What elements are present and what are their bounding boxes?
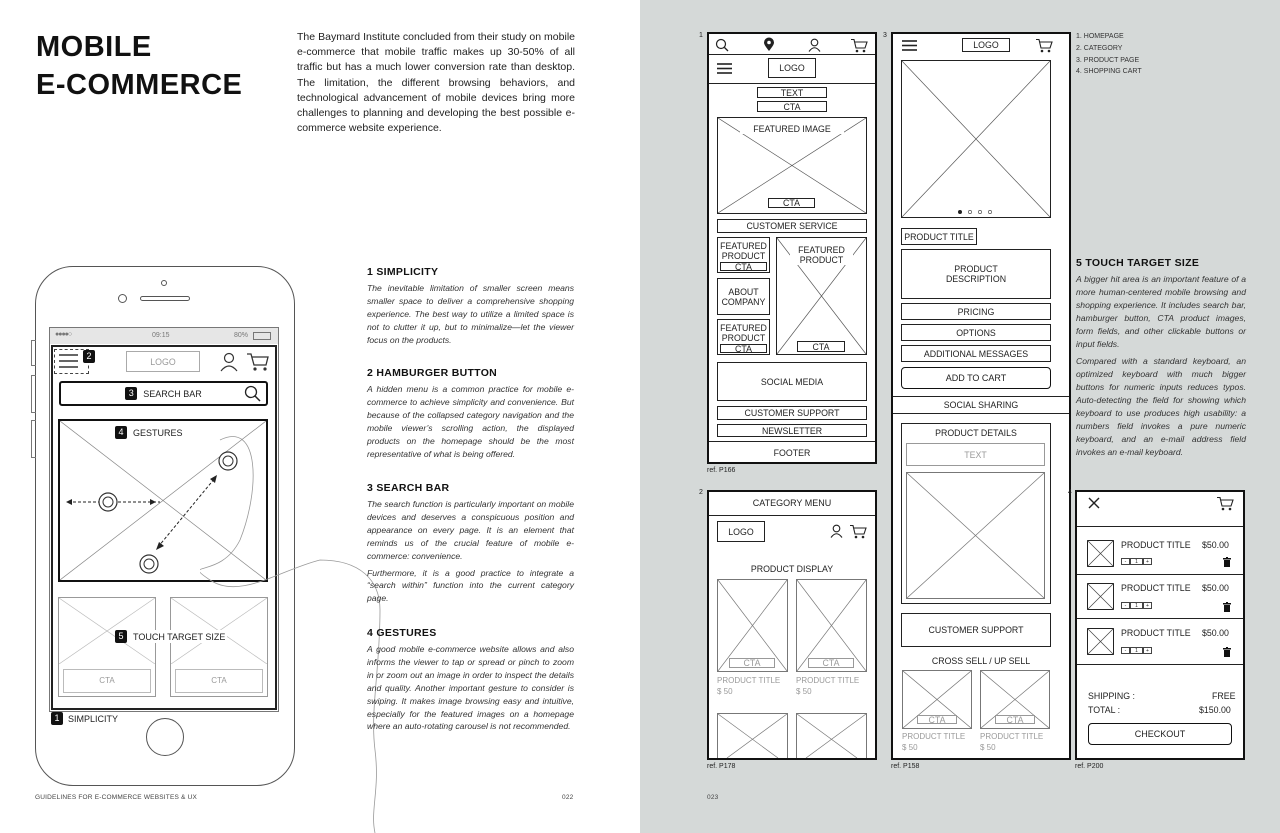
section-search-bar: [367, 482, 574, 605]
quantity-decrease[interactable]: -: [1121, 558, 1130, 565]
account-icon[interactable]: [808, 38, 821, 52]
pricing-box: PRICING: [901, 303, 1051, 320]
quantity-stepper[interactable]: [1121, 558, 1152, 565]
product-title: PRODUCT TITLE: [902, 732, 966, 741]
cart-item-thumbnail[interactable]: [1087, 583, 1114, 610]
shipping-label: SHIPPING :: [1088, 691, 1135, 701]
gestures-number-badge: 4: [115, 426, 127, 439]
trash-icon[interactable]: [1223, 557, 1231, 567]
product-title-box: PRODUCT TITLE: [901, 228, 977, 245]
product-title: PRODUCT TITLE: [717, 676, 781, 685]
phone-sensor: [118, 294, 127, 303]
quantity-increase[interactable]: +: [1143, 602, 1152, 609]
wireframe-number: 1: [699, 32, 703, 39]
wireframe-legend: [1076, 31, 1142, 78]
page-reference: ref. P166: [707, 467, 736, 474]
phone-camera: [161, 280, 167, 286]
section-body: A bigger hit area is an important feature of a more human-centered mobile browsing and shopping experience. It includes search bar, hamburger button, CTA product images, form fields, and other clickable buttons or input fields.: [1076, 274, 1246, 349]
featured-product-cta[interactable]: CTA: [720, 262, 767, 271]
featured-product-large-cta[interactable]: CTA: [797, 341, 845, 352]
cart-icon[interactable]: [1035, 38, 1053, 53]
search-number-badge: 3: [125, 387, 137, 400]
logo-placeholder: LOGO: [962, 38, 1010, 52]
customer-service-button[interactable]: CUSTOMER SERVICE: [717, 219, 867, 233]
product-title: PRODUCT TITLE: [980, 732, 1044, 741]
gestures-label: [115, 426, 183, 439]
page-reference: ref. P178: [707, 763, 736, 770]
social-sharing-label[interactable]: SOCIAL SHARING: [943, 400, 1019, 410]
cart-item-title: PRODUCT TITLE: [1121, 583, 1191, 593]
right-page: [640, 0, 1280, 833]
product-display-label: PRODUCT DISPLAY: [750, 564, 834, 574]
battery-icon: [253, 332, 271, 340]
status-battery: 80%: [234, 332, 249, 339]
divider: [709, 83, 875, 84]
product-cta-button[interactable]: CTA: [175, 669, 263, 693]
total-value: $150.00: [1199, 705, 1231, 715]
section-heading: 1 SIMPLICITY: [367, 266, 439, 278]
shipping-value: FREE: [1212, 691, 1236, 701]
status-bar: [50, 328, 278, 344]
quantity-value[interactable]: 1: [1130, 647, 1143, 654]
page-reference: ref. P158: [891, 763, 920, 770]
section-body-2: Compared with a standard keyboard, an optimized keyboard with much bigger buttons for numeric inputs reduces typos. Auto-detecting the field for showing which keyboard to use produces high usability: a numbers field invokes a pure numeric keyboard, and an e-mail address field invokes an e-mail keyboard.: [1076, 356, 1246, 457]
image-placeholder: [902, 61, 1050, 217]
product-price: $ 50: [980, 743, 996, 752]
divider: [893, 413, 1069, 414]
cart-item-title: PRODUCT TITLE: [1121, 628, 1191, 638]
divider: [709, 515, 875, 516]
cart-icon[interactable]: [849, 524, 867, 539]
touch-target-section: [1076, 257, 1246, 459]
search-bar-label: SEARCH BAR: [143, 388, 202, 399]
about-company-button[interactable]: ABOUT COMPANY: [717, 278, 770, 315]
total-label: TOTAL :: [1088, 705, 1121, 715]
cross-sell-cta[interactable]: CTA: [917, 715, 957, 724]
product-price: $ 50: [902, 743, 918, 752]
product-title: PRODUCT TITLE: [796, 676, 860, 685]
section-heading: 2 HAMBURGER BUTTON: [367, 367, 498, 379]
cart-item-thumbnail[interactable]: [1087, 628, 1114, 655]
image-placeholder: [718, 714, 787, 758]
page-title: [36, 28, 242, 104]
touch-number-badge: 5: [115, 630, 127, 643]
product-cta[interactable]: CTA: [729, 658, 775, 668]
featured-product-large-label: FEATURED PRODUCT: [790, 245, 853, 265]
product-price: $ 50: [796, 687, 812, 696]
logo-placeholder: LOGO: [768, 58, 816, 78]
hero-cta-button[interactable]: CTA: [757, 101, 827, 112]
section-gestures: [367, 627, 574, 733]
phone-search-bar[interactable]: [59, 381, 268, 406]
hero-text-placeholder: TEXT: [757, 87, 827, 98]
section-body: A good mobile e-commerce website allows and also informs the viewer to tap or spread or pinch to zoom in or zoom out an image in order to inspect the details and quality. Another important gesture to consider is swiping. It makes image browsing easy and intuitive, especially for the featured images on a homepage where an auto-rotating carousel is not recommended.: [367, 644, 574, 732]
divider: [1077, 664, 1243, 665]
divider: [709, 54, 875, 55]
divider: [893, 396, 1069, 397]
section-hamburger: [367, 367, 574, 460]
search-icon[interactable]: [715, 38, 729, 52]
trash-icon[interactable]: [1223, 647, 1231, 657]
featured-image-cta[interactable]: CTA: [768, 198, 815, 208]
legend-item: 1. HOMEPAGE: [1076, 33, 1124, 40]
cart-icon[interactable]: [1216, 496, 1234, 511]
page-number-left: 022: [562, 794, 574, 801]
footer-label: FOOTER: [773, 448, 811, 458]
options-selector[interactable]: OPTIONS: [901, 324, 1051, 341]
newsletter-button[interactable]: NEWSLETTER: [717, 424, 867, 437]
quantity-decrease[interactable]: -: [1121, 647, 1130, 654]
divider: [709, 441, 875, 442]
phone-home-button[interactable]: [146, 718, 184, 756]
wireframe-number: 2: [699, 489, 703, 496]
account-icon[interactable]: [220, 352, 238, 372]
divider: [1077, 618, 1243, 619]
title-line-1: MOBILE: [36, 31, 152, 63]
quantity-increase[interactable]: +: [1143, 647, 1152, 654]
product-cta-button[interactable]: CTA: [63, 669, 151, 693]
phone-side-button: [31, 375, 36, 413]
cart-icon[interactable]: [850, 38, 868, 53]
checkout-button[interactable]: CHECKOUT: [1088, 723, 1232, 745]
section-heading: 3 SEARCH BAR: [367, 482, 450, 494]
cart-item-price: $50.00: [1202, 540, 1229, 550]
quantity-increase[interactable]: +: [1143, 558, 1152, 565]
hamburger-icon[interactable]: [902, 40, 917, 51]
section-heading: 4 GESTURES: [367, 627, 437, 639]
cart-item-thumbnail[interactable]: [1087, 540, 1114, 567]
legend-item: 2. CATEGORY: [1076, 44, 1123, 52]
simplicity-label-text: SIMPLICITY: [68, 713, 119, 724]
wireframe-number: 4: [1068, 489, 1072, 496]
phone-logo: LOGO: [126, 351, 200, 372]
quantity-decrease[interactable]: -: [1121, 602, 1130, 609]
search-icon[interactable]: [244, 385, 262, 403]
section-heading: 5 TOUCH TARGET SIZE: [1076, 257, 1200, 269]
additional-messages-box: ADDITIONAL MESSAGES: [901, 345, 1051, 362]
customer-support-button[interactable]: CUSTOMER SUPPORT: [901, 613, 1051, 647]
intro-paragraph: The Baymard Institute concluded from their study on mobile e-commerce that mobile traffic makes up 30-50% of all traffic but has a much lower conversion rate than desktop. The limitation, the different browsing behaviors, and technological advancement of mobile devices bring more challenges to planning and developing the best possible e-commerce website experience.: [297, 31, 575, 135]
cross-sell-label: CROSS SELL / UP SELL: [931, 656, 1031, 666]
hamburger-number-badge: 2: [83, 350, 95, 363]
signal-dots: ●●●●○: [55, 331, 72, 338]
add-to-cart-button[interactable]: ADD TO CART: [901, 367, 1051, 389]
image-placeholder: [907, 473, 1044, 598]
legend-item: 3. PRODUCT PAGE: [1076, 56, 1140, 64]
location-pin-icon[interactable]: [763, 37, 775, 52]
cart-item-price: $50.00: [1202, 583, 1229, 593]
section-body: The inevitable limitation of smaller screen means smaller space to deliver a comprehensive shopping experience. The best way to utilize a limited space is not to clutter it up, but to minimalize—let the viewer focus on the products.: [367, 283, 574, 345]
simplicity-number-badge: 1: [51, 712, 63, 725]
section-body: A hidden menu is a common practice for mobile e-commerce to achieve simplicity and convenience. But because of the collapsed category navigation and the mobile viewer’s scrolling action, the displayed products on the homepage should be the most representative of what is being offered.: [367, 384, 574, 459]
product-cta[interactable]: CTA: [808, 658, 854, 668]
phone-side-button: [31, 340, 36, 366]
featured-product-label: FEATURED PRODUCT: [720, 323, 767, 343]
title-line-2: E-COMMERCE: [36, 69, 243, 101]
legend-item: 4. SHOPPING CART: [1076, 68, 1142, 76]
quantity-stepper[interactable]: [1121, 647, 1152, 654]
featured-image-label: FEATURED IMAGE: [740, 124, 844, 134]
hamburger-icon[interactable]: [58, 353, 80, 369]
featured-product-label: FEATURED PRODUCT: [720, 241, 767, 261]
page-number-right: 023: [707, 794, 719, 801]
quantity-value[interactable]: 1: [1130, 558, 1143, 565]
section-body: The search function is particularly important on mobile devices and deserves a conspicuous position and appearance on every page. It is an element that reminds us of the crucial feature of mobile e-commerce: convenience.: [367, 499, 574, 561]
touch-label-text: TOUCH TARGET SIZE: [133, 631, 226, 642]
simplicity-label: [51, 712, 118, 725]
status-time: 09:15: [152, 332, 170, 339]
close-icon[interactable]: [1088, 497, 1100, 509]
cart-icon[interactable]: [246, 352, 270, 372]
cross-sell-cta[interactable]: CTA: [995, 715, 1035, 724]
logo-placeholder: LOGO: [717, 521, 765, 542]
quantity-value[interactable]: 1: [1130, 602, 1143, 609]
decorative-cord-line: [200, 410, 420, 833]
cart-item-price: $50.00: [1202, 628, 1229, 638]
divider: [1077, 574, 1243, 575]
quantity-stepper[interactable]: [1121, 602, 1152, 609]
product-description-box: PRODUCT DESCRIPTION: [901, 249, 1051, 299]
product-details-label: PRODUCT DETAILS: [935, 428, 1017, 438]
section-body-2: Furthermore, it is a good practice to integrate a “search within” function into the current category page.: [367, 567, 574, 604]
gestures-label-text: GESTURES: [133, 427, 183, 438]
wireframe-number: 3: [883, 32, 887, 39]
footer-book-title: GUIDELINES FOR E-COMMERCE WEBSITES & UX: [35, 794, 198, 801]
category-menu-label[interactable]: CATEGORY MENU: [752, 498, 832, 508]
carousel-dots[interactable]: [957, 209, 995, 215]
details-text-placeholder: TEXT: [906, 443, 1045, 466]
phone-side-button: [31, 420, 36, 458]
product-price: $ 50: [717, 687, 733, 696]
phone-speaker: [140, 296, 190, 301]
section-simplicity: [367, 266, 574, 347]
social-media-block[interactable]: SOCIAL MEDIA: [717, 362, 867, 401]
cart-item-title: PRODUCT TITLE: [1121, 540, 1191, 550]
trash-icon[interactable]: [1223, 602, 1231, 612]
customer-support-button[interactable]: CUSTOMER SUPPORT: [717, 406, 867, 420]
featured-product-cta[interactable]: CTA: [720, 344, 767, 353]
image-placeholder: [797, 714, 866, 758]
hamburger-icon[interactable]: [717, 63, 732, 74]
page-reference: ref. P200: [1075, 763, 1104, 770]
account-icon[interactable]: [830, 524, 843, 538]
